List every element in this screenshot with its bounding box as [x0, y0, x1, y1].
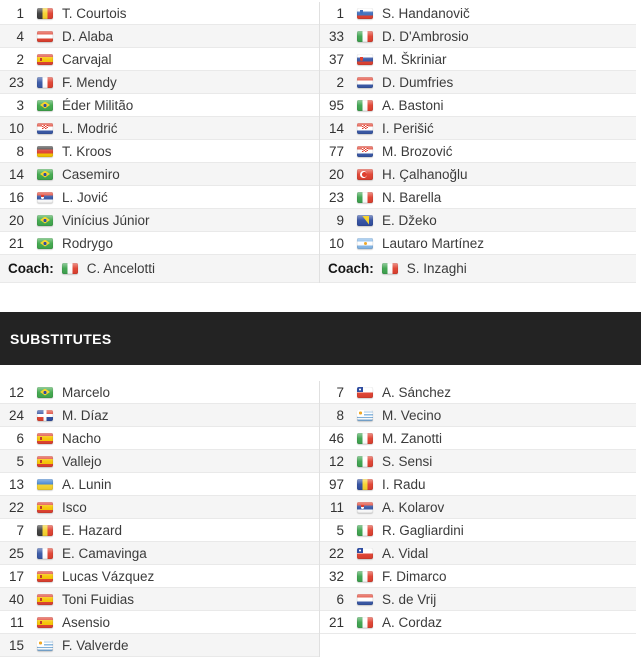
player-row[interactable] [320, 209, 636, 232]
player-number: 23 [8, 74, 24, 90]
player-row[interactable] [320, 140, 636, 163]
player-row[interactable] [0, 186, 319, 209]
player-number: 24 [8, 407, 24, 423]
player-name: E. Camavinga [62, 545, 147, 561]
player-number: 11 [9, 614, 24, 630]
croatia-flag-icon [37, 123, 53, 134]
player-name: S. Handanovič [382, 5, 470, 21]
player-number: 8 [336, 407, 344, 423]
player-row[interactable] [320, 163, 636, 186]
player-name: S. de Vrij [382, 591, 437, 607]
player-name: Isco [62, 499, 87, 515]
player-number: 5 [336, 522, 344, 538]
player-name: M. Zanotti [382, 430, 443, 446]
player-number: 14 [328, 120, 344, 136]
coach-name: C. Ancelotti [86, 261, 156, 276]
brazil-flag-icon [37, 169, 53, 180]
player-name: H. Çalhanoğlu [382, 166, 468, 182]
substitutes-header-bar [0, 312, 641, 365]
player-row[interactable] [320, 186, 636, 209]
austria-flag-icon [37, 31, 53, 42]
player-number: 1 [16, 5, 24, 21]
italy-flag-icon [357, 433, 373, 444]
player-row[interactable] [0, 473, 319, 496]
player-number: 25 [8, 545, 24, 561]
player-number: 2 [336, 74, 344, 90]
player-name: Nacho [62, 430, 102, 446]
away-coach-row[interactable] [320, 255, 636, 283]
player-row[interactable] [320, 48, 636, 71]
player-name: Casemiro [62, 166, 120, 182]
coach-label: Coach: [328, 261, 374, 276]
player-name: E. Džeko [382, 212, 437, 228]
turkey-flag-icon [357, 169, 373, 180]
player-name: A. Vidal [382, 545, 429, 561]
player-name: E. Hazard [62, 522, 123, 538]
player-number: 7 [16, 522, 24, 538]
uruguay-flag-icon [37, 640, 53, 651]
italy-flag-icon [357, 31, 373, 42]
player-row[interactable] [320, 496, 636, 519]
player-number: 95 [328, 97, 344, 113]
player-name: T. Courtois [62, 5, 127, 21]
player-name: A. Kolarov [382, 499, 445, 515]
italy-flag-icon [357, 571, 373, 582]
player-number: 8 [16, 143, 24, 159]
player-name: M. Brozović [382, 143, 453, 159]
player-row[interactable] [0, 496, 319, 519]
player-number: 10 [328, 235, 344, 251]
spain-flag-icon [37, 502, 53, 513]
player-row[interactable] [320, 2, 636, 25]
player-name: F. Valverde [62, 637, 129, 653]
home-lineup-column [0, 2, 320, 283]
player-name: A. Lunin [62, 476, 112, 492]
player-row[interactable] [0, 25, 319, 48]
player-number: 22 [8, 499, 24, 515]
player-row[interactable] [320, 519, 636, 542]
player-name: Carvajal [62, 51, 112, 67]
player-name: M. Škriniar [382, 51, 447, 67]
argentina-flag-icon [357, 238, 373, 249]
starting-lineups-section [0, 0, 636, 283]
spain-flag-icon [37, 571, 53, 582]
italy-flag-icon [382, 263, 398, 274]
player-row[interactable] [0, 588, 319, 611]
ukraine-flag-icon [37, 479, 53, 490]
player-name: Rodrygo [62, 235, 114, 251]
player-row[interactable] [320, 71, 636, 94]
player-name: Marcelo [62, 384, 111, 400]
player-name: D. D'Ambrosio [382, 28, 469, 44]
player-name: D. Alaba [62, 28, 114, 44]
player-name: Asensio [62, 614, 111, 630]
player-row[interactable] [320, 25, 636, 48]
player-name: A. Sánchez [382, 384, 452, 400]
player-number: 12 [8, 384, 24, 400]
player-name: M. Díaz [62, 407, 109, 423]
croatia-flag-icon [357, 123, 373, 134]
player-name: F. Dimarco [382, 568, 447, 584]
player-row[interactable] [0, 117, 319, 140]
player-row[interactable] [320, 404, 636, 427]
player-name: A. Bastoni [382, 97, 444, 113]
chile-flag-icon [357, 387, 373, 398]
spain-flag-icon [37, 594, 53, 605]
player-number: 11 [329, 499, 344, 515]
player-row[interactable] [0, 71, 319, 94]
player-number: 15 [8, 637, 24, 653]
player-number: 97 [328, 476, 344, 492]
coach-name: S. Inzaghi [406, 261, 467, 276]
italy-flag-icon [357, 525, 373, 536]
italy-flag-icon [357, 456, 373, 467]
player-row[interactable] [320, 232, 636, 255]
player-name: Vallejo [62, 453, 102, 469]
player-number: 10 [8, 120, 24, 136]
player-number: 14 [8, 166, 24, 182]
player-row[interactable] [320, 611, 636, 634]
croatia-flag-icon [357, 146, 373, 157]
italy-flag-icon [62, 263, 78, 274]
player-row[interactable] [0, 634, 319, 657]
player-row[interactable] [320, 565, 636, 588]
player-number: 2 [16, 51, 24, 67]
player-name: I. Perišić [382, 120, 434, 136]
player-number: 17 [8, 568, 24, 584]
player-number: 16 [8, 189, 24, 205]
player-row[interactable] [0, 427, 319, 450]
italy-flag-icon [357, 100, 373, 111]
player-row[interactable] [0, 450, 319, 473]
brazil-flag-icon [37, 100, 53, 111]
player-row[interactable] [0, 542, 319, 565]
player-name: D. Dumfries [382, 74, 454, 90]
player-row[interactable] [320, 427, 636, 450]
brazil-flag-icon [37, 238, 53, 249]
brazil-flag-icon [37, 387, 53, 398]
player-row[interactable] [0, 209, 319, 232]
player-number: 23 [328, 189, 344, 205]
player-name: R. Gagliardini [382, 522, 464, 538]
player-number: 20 [328, 166, 344, 182]
netherlands-flag-icon [357, 594, 373, 605]
player-number: 6 [16, 430, 24, 446]
dominican-republic-flag-icon [37, 410, 53, 421]
serbia-flag-icon [37, 192, 53, 203]
player-number: 46 [328, 430, 344, 446]
substitutes-header-label: SUBSTITUTES [10, 330, 112, 347]
player-row[interactable] [320, 473, 636, 496]
player-row[interactable] [0, 611, 319, 634]
italy-flag-icon [357, 617, 373, 628]
player-name: S. Sensi [382, 453, 433, 469]
player-name: F. Mendy [62, 74, 117, 90]
uruguay-flag-icon [357, 410, 373, 421]
france-flag-icon [37, 77, 53, 88]
player-name: T. Kroos [62, 143, 112, 159]
netherlands-flag-icon [357, 77, 373, 88]
substitutes-section [0, 381, 636, 657]
player-name: A. Cordaz [382, 614, 443, 630]
player-number: 7 [336, 384, 344, 400]
player-number: 32 [328, 568, 344, 584]
player-name: L. Jović [62, 189, 108, 205]
player-number: 33 [328, 28, 344, 44]
player-row[interactable] [0, 404, 319, 427]
player-row[interactable] [320, 542, 636, 565]
player-row[interactable] [320, 381, 636, 404]
player-number: 21 [328, 614, 344, 630]
player-number: 3 [16, 97, 24, 113]
player-number: 40 [8, 591, 24, 607]
away-substitutes-column [320, 381, 636, 657]
spain-flag-icon [37, 617, 53, 628]
home-coach-row[interactable] [0, 255, 319, 283]
player-name: I. Radu [382, 476, 426, 492]
player-number: 13 [8, 476, 24, 492]
italy-flag-icon [357, 192, 373, 203]
spain-flag-icon [37, 433, 53, 444]
player-number: 21 [8, 235, 24, 251]
player-number: 9 [336, 212, 344, 228]
spain-flag-icon [37, 456, 53, 467]
player-row[interactable] [0, 565, 319, 588]
player-name: Vinícius Júnior [62, 212, 150, 228]
player-row[interactable] [0, 381, 319, 404]
serbia-flag-icon [357, 502, 373, 513]
belgium-flag-icon [37, 8, 53, 19]
slovakia-flag-icon [357, 54, 373, 65]
player-name: M. Vecino [382, 407, 442, 423]
germany-flag-icon [37, 146, 53, 157]
belgium-flag-icon [37, 525, 53, 536]
player-row[interactable] [320, 94, 636, 117]
player-row[interactable] [320, 450, 636, 473]
home-substitutes-column [0, 381, 320, 657]
coach-label: Coach: [8, 261, 54, 276]
spain-flag-icon [37, 54, 53, 65]
player-number: 22 [328, 545, 344, 561]
player-number: 77 [328, 143, 344, 159]
player-name: L. Modrić [62, 120, 118, 136]
chile-flag-icon [357, 548, 373, 559]
player-row[interactable] [0, 48, 319, 71]
player-number: 6 [336, 591, 344, 607]
away-lineup-column [320, 2, 636, 283]
bosnia-flag-icon [357, 215, 373, 226]
france-flag-icon [37, 548, 53, 559]
romania-flag-icon [357, 479, 373, 490]
player-name: Lautaro Martínez [382, 235, 485, 251]
player-number: 4 [16, 28, 24, 44]
player-name: Éder Militão [62, 97, 134, 113]
player-number: 5 [16, 453, 24, 469]
player-name: N. Barella [382, 189, 442, 205]
player-row[interactable] [0, 94, 319, 117]
player-number: 37 [328, 51, 344, 67]
player-number: 1 [336, 5, 344, 21]
player-row[interactable] [320, 117, 636, 140]
player-row[interactable] [0, 232, 319, 255]
slovenia-flag-icon [357, 8, 373, 19]
player-row[interactable] [0, 163, 319, 186]
player-row[interactable] [0, 140, 319, 163]
player-name: Lucas Vázquez [62, 568, 155, 584]
player-row[interactable] [320, 588, 636, 611]
player-number: 12 [328, 453, 344, 469]
player-name: Toni Fuidias [62, 591, 135, 607]
player-row[interactable] [0, 519, 319, 542]
player-number: 20 [8, 212, 24, 228]
player-row[interactable] [0, 2, 319, 25]
brazil-flag-icon [37, 215, 53, 226]
